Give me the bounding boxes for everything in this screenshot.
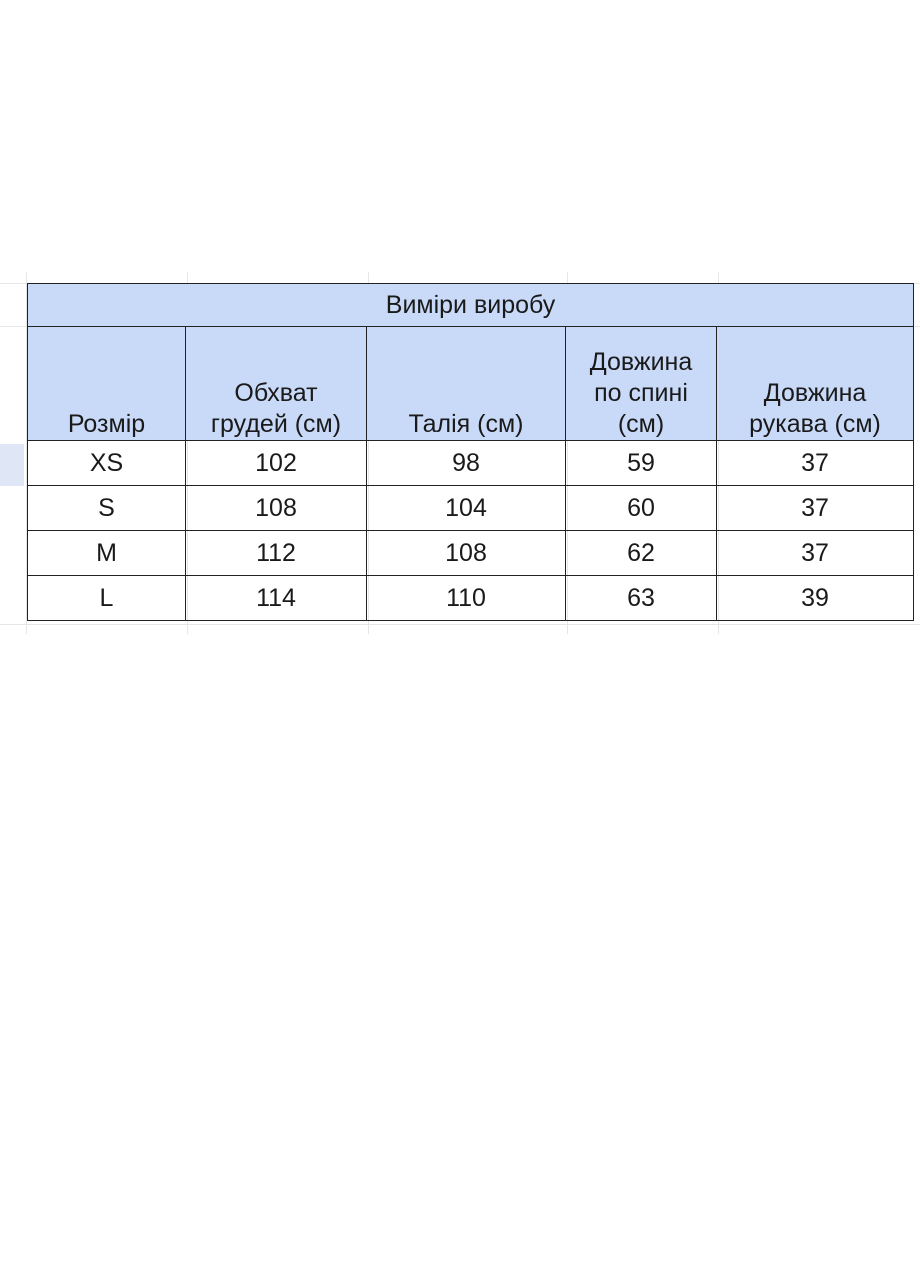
header-line: по спині bbox=[594, 379, 688, 407]
table-cell-waist[interactable]: 108 bbox=[367, 531, 566, 576]
header-line: Талія (см) bbox=[408, 410, 524, 438]
table-cell-back-length[interactable]: 59 bbox=[566, 441, 717, 486]
header-line: (см) bbox=[617, 410, 665, 438]
header-cell-waist[interactable] bbox=[367, 327, 566, 441]
table-title[interactable]: Виміри виробу bbox=[28, 284, 914, 327]
table-cell-sleeve-length[interactable]: 37 bbox=[717, 441, 914, 486]
header-line: Розмір bbox=[67, 410, 146, 438]
table-cell-back-length[interactable]: 60 bbox=[566, 486, 717, 531]
gridline bbox=[0, 624, 920, 625]
table-cell-chest[interactable]: 114 bbox=[186, 576, 367, 621]
table-row bbox=[28, 531, 914, 576]
table-body bbox=[28, 441, 914, 621]
header-line: Обхват bbox=[234, 379, 318, 407]
table-cell-chest[interactable]: 102 bbox=[186, 441, 367, 486]
table-title-row bbox=[28, 284, 914, 327]
size-chart-table bbox=[27, 283, 914, 621]
table-row bbox=[28, 441, 914, 486]
table-cell-back-length[interactable]: 63 bbox=[566, 576, 717, 621]
table-cell-waist[interactable]: 98 bbox=[367, 441, 566, 486]
table-cell-size[interactable]: S bbox=[28, 486, 186, 531]
header-cell-size[interactable] bbox=[28, 327, 186, 441]
header-line: рукава (см) bbox=[749, 410, 881, 438]
table-cell-sleeve-length[interactable]: 37 bbox=[717, 486, 914, 531]
header-line: Довжина bbox=[589, 348, 693, 376]
table-header-row bbox=[28, 327, 914, 441]
table-cell-waist[interactable]: 110 bbox=[367, 576, 566, 621]
table-cell-size[interactable]: M bbox=[28, 531, 186, 576]
table-cell-chest[interactable]: 112 bbox=[186, 531, 367, 576]
table-cell-sleeve-length[interactable]: 39 bbox=[717, 576, 914, 621]
header-line: грудей (см) bbox=[210, 410, 342, 438]
table-cell-size[interactable]: XS bbox=[28, 441, 186, 486]
table-row bbox=[28, 486, 914, 531]
table-cell-back-length[interactable]: 62 bbox=[566, 531, 717, 576]
table-row bbox=[28, 576, 914, 621]
header-line: Довжина bbox=[763, 379, 867, 407]
header-cell-chest[interactable] bbox=[186, 327, 367, 441]
table-cell-chest[interactable]: 108 bbox=[186, 486, 367, 531]
table-cell-size[interactable]: L bbox=[28, 576, 186, 621]
selected-row-marker[interactable] bbox=[0, 444, 24, 486]
table-cell-sleeve-length[interactable]: 37 bbox=[717, 531, 914, 576]
header-cell-sleeve-length[interactable] bbox=[717, 327, 914, 441]
header-cell-back-length[interactable] bbox=[566, 327, 717, 441]
table-cell-waist[interactable]: 104 bbox=[367, 486, 566, 531]
